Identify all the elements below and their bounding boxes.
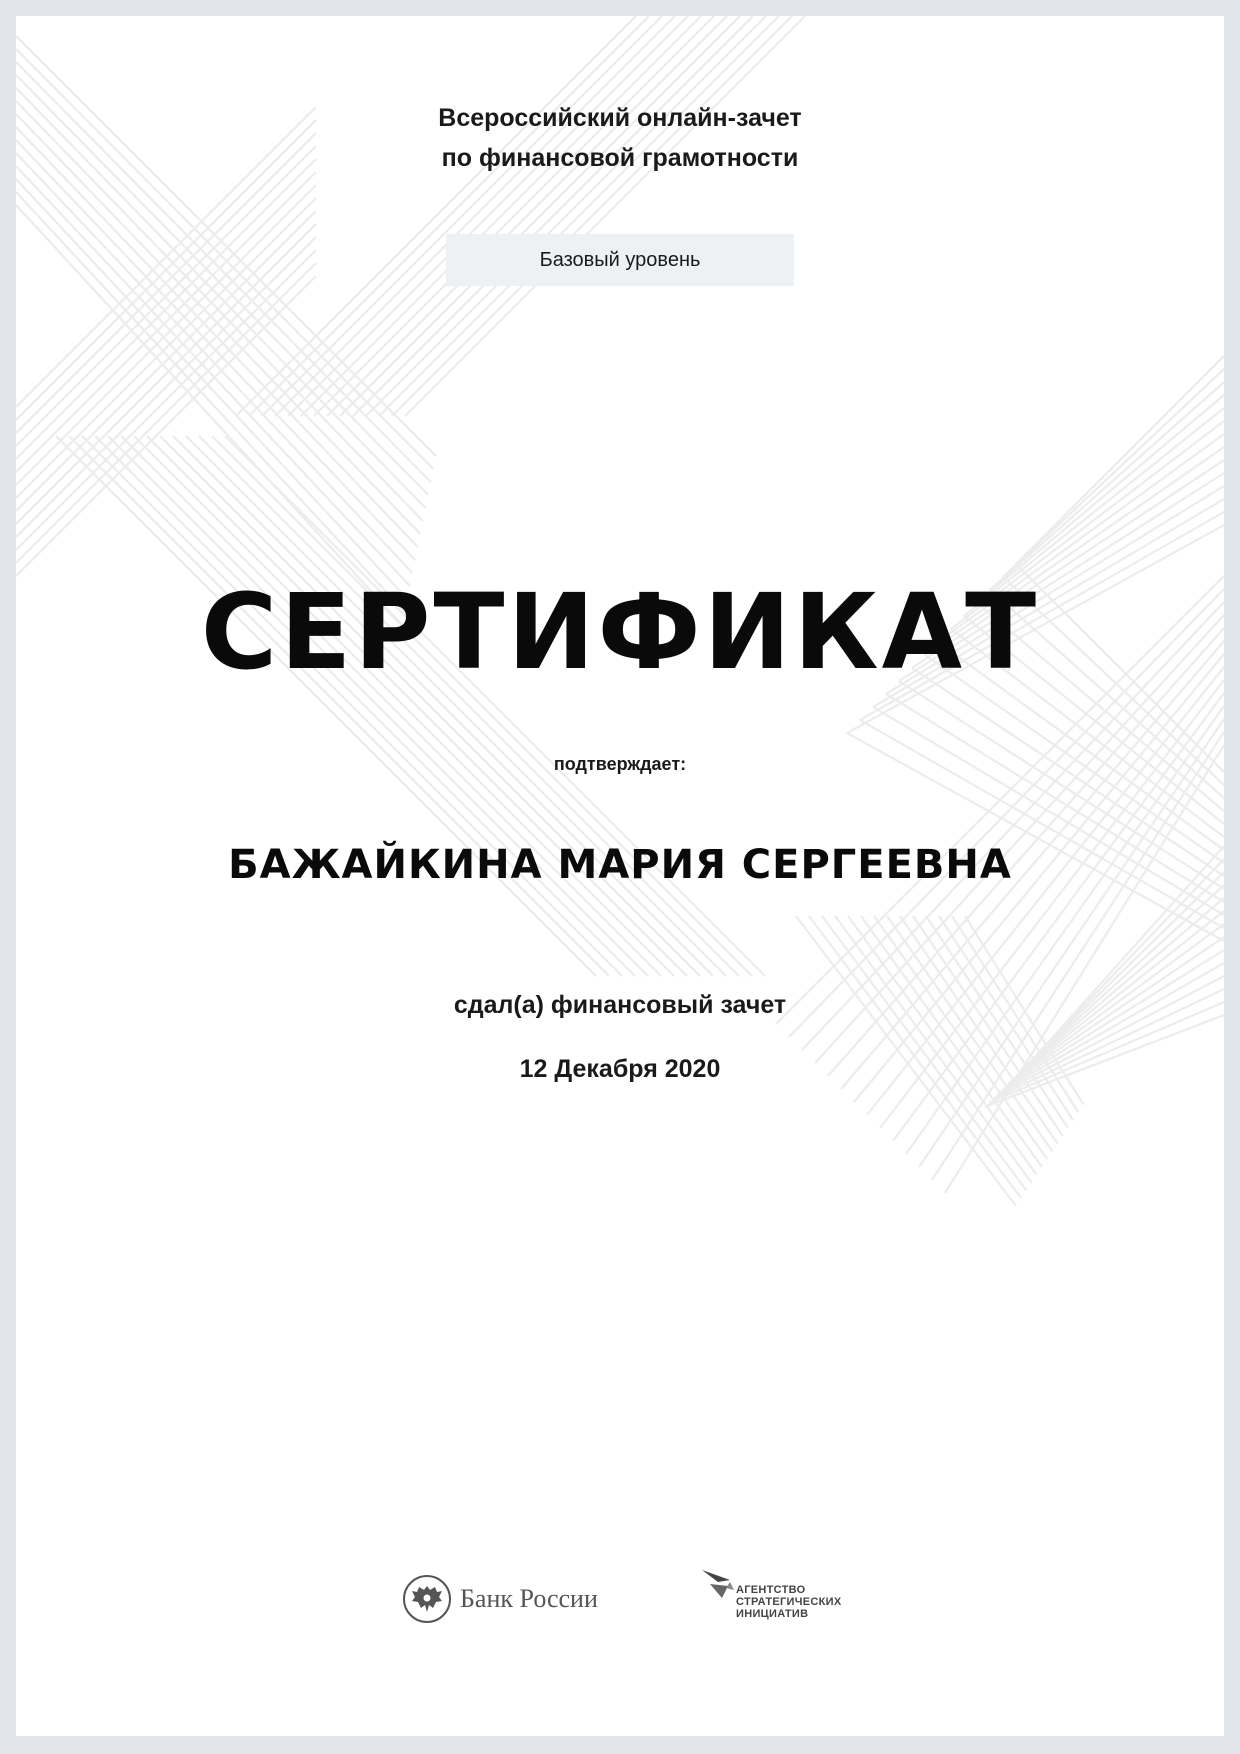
asi-name-line-3: ИНИЦИАТИВ <box>736 1608 809 1620</box>
pattern-line <box>1024 885 1224 1068</box>
pattern-line <box>301 16 701 416</box>
asi-name-line-2: СТРАТЕГИЧЕСКИХ <box>736 1596 842 1608</box>
pattern-line <box>913 916 1063 1136</box>
pattern-line <box>405 16 805 416</box>
pattern-line <box>121 436 661 976</box>
pattern-line <box>95 436 635 976</box>
certificate-title: СЕРТИФИКАТ <box>200 571 1040 693</box>
pattern-line <box>379 16 779 416</box>
pattern-line <box>147 436 687 976</box>
confirms-label: подтверждает: <box>553 754 687 774</box>
pattern-line <box>108 436 648 976</box>
recipient-name: БАЖАЙКИНА МАРИЯ СЕРГЕЕВНА <box>228 842 1012 888</box>
pattern-line <box>82 436 622 976</box>
asi-name <box>736 1584 842 1620</box>
pattern-line <box>199 436 739 976</box>
event-title-line-1: Всероссийский онлайн-зачет <box>438 104 802 132</box>
pattern-line <box>186 436 726 976</box>
statement-text: сдал(а) финансовый зачет <box>453 991 787 1019</box>
pattern-line <box>1003 369 1224 577</box>
pattern-line <box>366 16 766 416</box>
pattern-line <box>69 436 609 976</box>
double-headed-eagle-icon <box>402 1574 452 1624</box>
pattern-line <box>848 916 1037 1175</box>
pattern-line <box>392 16 792 416</box>
pattern-line <box>173 436 713 976</box>
pattern-line <box>56 436 596 976</box>
pattern-line <box>353 16 753 416</box>
asi-name-line-1: АГЕНТСТВО <box>736 1584 806 1596</box>
pattern-line <box>16 179 407 599</box>
pattern-line <box>236 16 636 416</box>
event-title-line-2: по финансовой грамотности <box>441 144 799 172</box>
bank-of-russia-logo <box>402 1574 598 1624</box>
pattern-line <box>249 16 649 416</box>
certificate-date: 12 Декабря 2020 <box>519 1055 721 1083</box>
pattern-line <box>16 166 410 586</box>
pattern-line <box>1016 356 1224 564</box>
certificate-page <box>16 16 1224 1736</box>
pattern-line <box>340 16 740 416</box>
asi-logo <box>700 1568 850 1638</box>
pattern-line <box>275 16 675 416</box>
bank-name: Банк России <box>460 1584 598 1613</box>
pattern-line <box>212 436 752 976</box>
pattern-line <box>262 16 662 416</box>
pattern-line <box>327 16 727 416</box>
level-badge: Базовый уровень <box>446 234 794 286</box>
pattern-line <box>288 16 688 416</box>
pattern-line <box>160 436 700 976</box>
event-title <box>16 98 1224 178</box>
pattern-line <box>225 436 765 976</box>
pattern-line <box>314 16 714 416</box>
